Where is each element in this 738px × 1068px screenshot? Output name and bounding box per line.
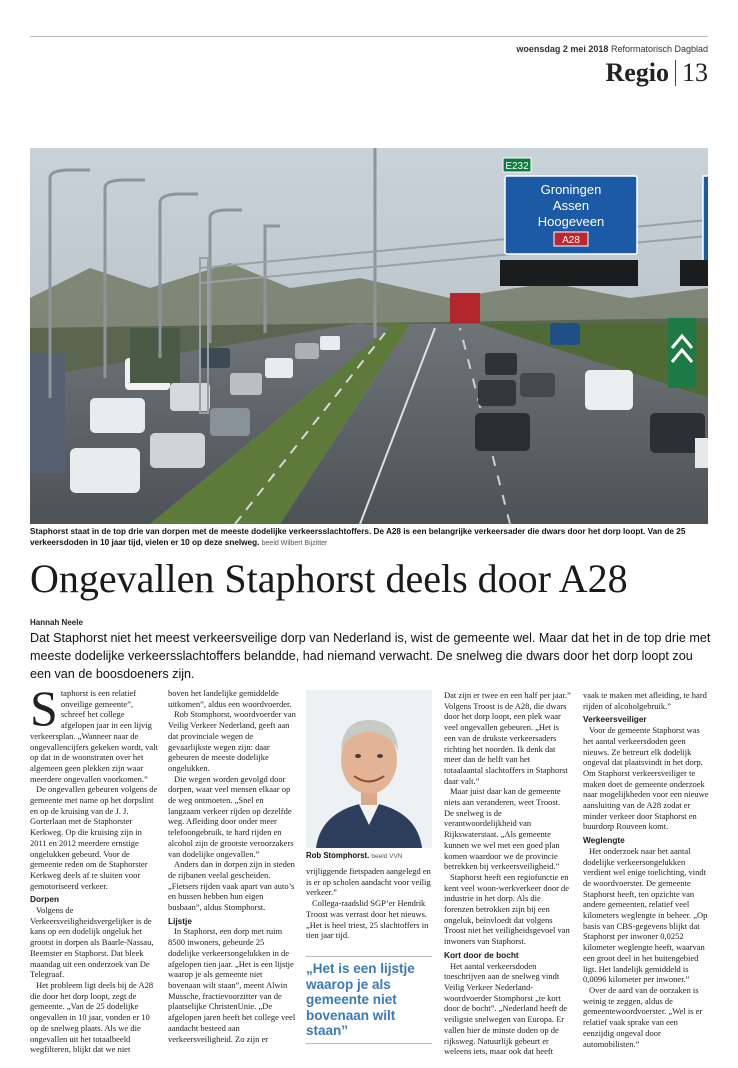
paragraph: Die wegen worden gevolgd door dorpen, waar veel mensen elkaar op de weg ontmoeten. „Snel en langzaam verkeer rijden op dezelfde weg. Afleiding door onder meer telefoongebruik, te hard rijden en alcohol zijn de grootste veroorzakers van dodelijke ongevallen.” (168, 773, 294, 859)
portrait-credit: beeld VVN (371, 853, 403, 860)
paragraph: Dat zijn er twee en een half per jaar.” Volgens Troost is de A28, die dwars door het dorp loopt, een plek waar veel ongevallen gebeuren. „Het is een van de drukste verkeersaders richting het noorden. Ik denk dat meer dan de helft van het totaalaantal slachtoffers in Staphorst daar valt.” (444, 690, 571, 786)
sign-destination-2: Assen (552, 198, 590, 213)
section-divider (675, 60, 676, 86)
top-rule (30, 36, 708, 37)
column-4 (444, 690, 571, 1057)
subheading: Verkeersveiliger (583, 714, 647, 725)
paragraph: Het aantal verkeersdoden toeschrijven aan de snelweg vindt Veilig Verkeer Nederland-woordvoerder Stomphorst „te kort door de bocht”. „Nederland heeft de veiligste snelwegen van Europa. Er vallen hier de minste doden op de rijksweg. Natuurlijk gebeurt er weleens iets, maar ook dat heeft (444, 960, 568, 1057)
portrait-name: Rob Stomphorst. (306, 851, 370, 860)
sign-destination-3: Hoogeveen (537, 214, 605, 229)
paragraph: vaak te maken met afleiding, te hard rijden of alcoholgebruik.” (583, 690, 707, 711)
column-3 (306, 866, 432, 941)
paragraph: vrijliggende fietspaden aangelegd en is er op scholen aandacht voor veilig verkeer.” (306, 866, 431, 898)
subheading: Kort door de bocht (444, 949, 519, 960)
issue-date: woensdag 2 mei 2018 (516, 44, 609, 54)
column-2 (168, 688, 296, 1044)
byline: Hannah Neele (30, 618, 83, 627)
section-name: Regio (605, 58, 669, 87)
section-header (605, 58, 708, 88)
paragraph: Voor de gemeente Staphorst was het aantal verkeersdoden geen nieuws. Ze betreurt elk dodelijk ongeval dat plaatsvindt in het dorp. Om Staphorst verkeersveiliger te maken doet de gemeente onderzoek naar mogelijkheden voor een nieuwe aansluiting van de A28 zodat er minder verkeer door Staphorst en buurdorp Rouveen komt. (583, 725, 709, 832)
dateline (330, 44, 708, 54)
caption-text: Staphorst staat in de top drie van dorpen met de meeste dodelijke verkeersslachtoffers. De A28 is een belangrijke verkeersader die dwars door het dorp loopt. Van de 25 verkeersdoden in 10 jaar tijd, vielen er 10 op deze snelweg. (30, 527, 686, 547)
paragraph: Staphorst heeft een regiofunctie en kent veel woon-werkverkeer door de industrie in het dorp. Als die forenzen betrokken zijn bij een ongeluk, beïnvloedt dat volgens Troost niet het veiligheidsgevoel van inwoners van Staphorst. (444, 871, 570, 947)
lead-paragraph: Dat Staphorst niet het meest verkeersveilige dorp van Nederland is, wist de gemeente wel. Maar dat het in de top drie met meeste dodelijke verkeersslachtoffers belandde, had niemand verwacht. De snelweg die dwars door het dorp loopt zou een van de boosdoeners zijn. (30, 631, 711, 681)
paragraph: Anders dan in dorpen zijn in steden de rijbanen veelal gescheiden. „Fietsers rijden vaak apart van auto’s en bussen hebben hun eigen busbaan”, aldus Stomphorst. (168, 859, 295, 913)
paragraph: Over de aard van de oorzaken is weinig te zeggen, aldus de gemeentewoordvoerster. „Wel is er relatief vaak sprake van een eenzijdig ongeval door automobilisten.” (583, 984, 703, 1049)
drop-cap: S (30, 680, 58, 736)
paragraph: Maar juist daar kan de gemeente niets aan veranderen, weet Troost. De snelweg is de verantwoordelijkheid van Rijkswaterstaat. „Als gemeente kunnen we wel met een goed plan komen waardoor we de provincie betrekken bij verkeersveiligheid.” (444, 786, 561, 872)
paragraph: Volgens de Verkeersveiligheidsvergelijker is de kans op een dodelijk ongeluk het grootst in dorpen als Baarle-Nassau, Beemster en Staphorst. Dat bleek maandag uit een onderzoek van De Telegraaf. (30, 905, 154, 980)
paragraph: Het probleem ligt deels bij de A28 die door het dorp loopt, zegt de gemeente. „Van de 25 dodelijke ongevallen in 10 jaar, vonden er 10 op de snelweg plaats. Als we die ongevallen uit het totaalbeeld wegfilteren, blijkt dat we niet (30, 979, 154, 1055)
column-5 (583, 690, 710, 1049)
paragraph: De ongevallen gebeuren volgens de gemeente met name op het dorpslint en op de kruising van de J. J. Gorterlaan met de Staphorster Kerkweg. Op die kruising zijn in 2011 en 2012 meerdere ernstige ongelukken gebeurd. Voor de gemeente reden om de Staphorster Kerkweg deels af te sluiten voor gemotoriseerd verkeer. (30, 784, 158, 891)
paragraph: Collega-raadslid SGP’er Hendrik Troost was verrast door het nieuws. „Het is heel triest, 25 slachtoffers in tien jaar tijd. (306, 898, 429, 941)
sign-road-number: A28 (562, 235, 580, 246)
portrait-photo (306, 690, 432, 848)
paragraph: Het onderzoek naar het aantal dodelijke verkeersongelukken verdient wel enige toelichting, vindt de woordvoerster. De gemeente Staphorst heeft, ten opzichte van andere gemeenten, relatief veel kilometers weglengte in beheer. „Op basis van CBS-gegevens blijkt dat Staphorst per inwoner 0,0252 kilometer weglengte heeft, waarvan een groot deel in het buitengebied ligt. Het landelijk gemiddeld is 0,0096 kilometer per inwoner.” (583, 845, 708, 985)
sign-exit-number: E232 (505, 161, 529, 172)
sign-destination-1: Groningen (540, 182, 602, 197)
paragraph: Rob Stomphorst, woordvoerder van Veilig Verkeer Nederland, geeft aan dat provinciale wegen de gevaarlijkste wegen zijn: daar gebeuren de meeste dodelijke ongelukken. (168, 709, 296, 773)
headline: Ongevallen Staphorst deels door A28 (30, 556, 628, 601)
newspaper-name: Reformatorisch Dagblad (610, 44, 708, 54)
pull-quote-text: „Het is een lijstje waarop je als gemeente niet bovenaan wilt staan” (306, 961, 432, 1044)
subheading: Dorpen (30, 894, 60, 905)
pull-quote (306, 956, 432, 1044)
portrait-caption (306, 851, 432, 860)
column-1 (30, 680, 158, 1055)
paragraph: boven het landelijke gemiddelde uitkomen”, aldus een woordvoerder. (168, 688, 292, 709)
subheading: Weglengte (583, 835, 625, 846)
highway-photo (30, 148, 708, 524)
photo-caption (30, 526, 708, 549)
paragraph: In Staphorst, een dorp met ruim 8500 inwoners, gebeurde 25 dodelijke verkeersongelukken in de afgelopen tien jaar. „Het is een lijstje waarop je als gemeente niet bovenaan wilt staan”, meent Alwin Mussche, fractievoorzitter van de plaatselijke ChristenUnie. „De afgelopen jaren heeft het college veel aandacht besteed aan verkeersveiligheid. Zo zijn er (168, 926, 296, 1044)
page-number: 13 (682, 58, 708, 87)
paragraph: taphorst is een relatief onveilige gemeente”, schreef het college afgelopen jaar in een lijvig verkeersplan. „Wanneer naar de ongevallencijfers gekeken wordt, valt op dat in de woonstraten over het algemeen geen plekken zijn waar meerdere ongevallen voorkomen.” (30, 688, 158, 784)
caption-credit: beeld Wilbert Bijzitter (261, 540, 328, 547)
subheading: Lijstje (168, 915, 192, 926)
